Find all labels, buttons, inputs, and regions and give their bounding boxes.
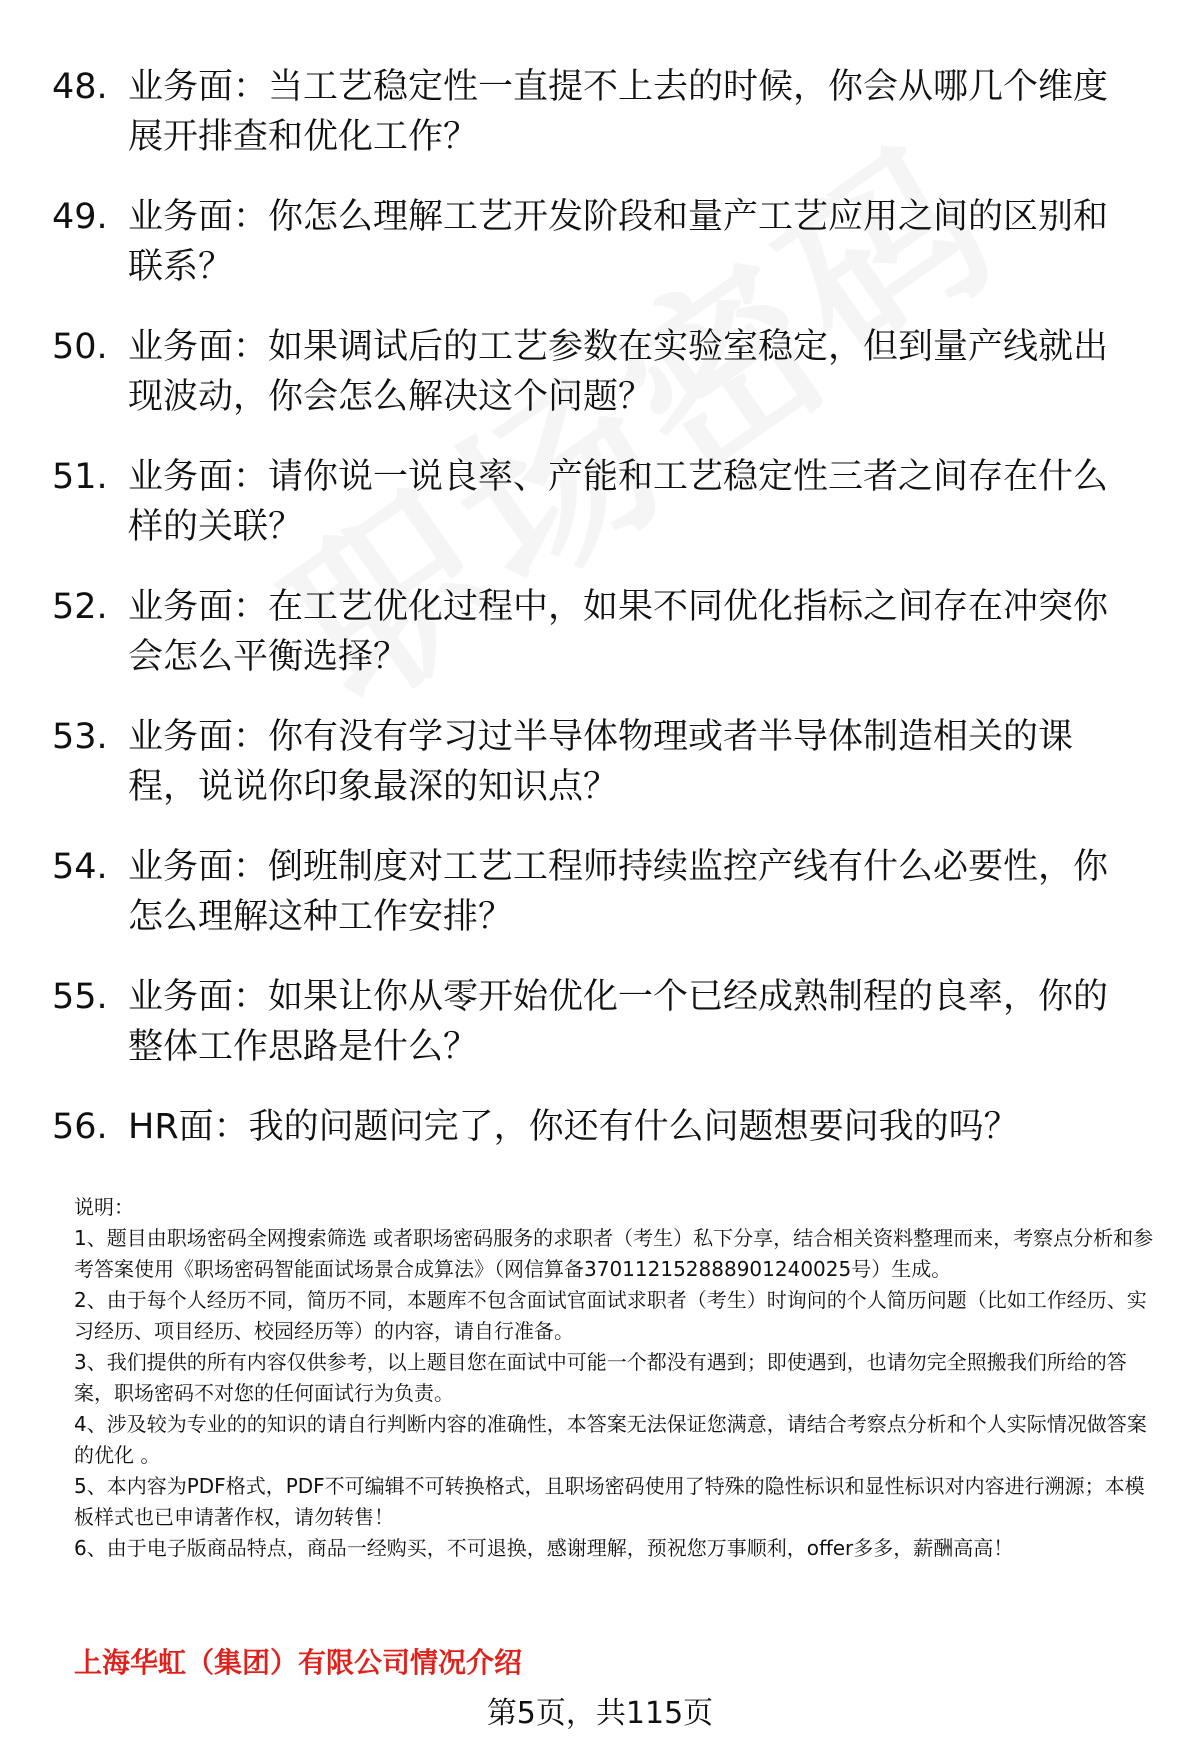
question-text: 业务面：你有没有学习过半导体物理或者半导体制造相关的课程，说说你印象最深的知识点？ — [128, 717, 1074, 807]
notes-title: 说明： — [74, 1195, 134, 1219]
question-number: 51. — [52, 457, 108, 497]
question-item — [52, 582, 1162, 682]
note-item: 3、我们提供的所有内容仅供参考，以上题目您在面试中可能一个都没有遇到；即使遇到，也请勿完全照搬我们所给的答案，职场密码不对您的任何面试行为负责。 — [74, 1350, 1127, 1405]
question-item — [52, 62, 1162, 162]
question-number: 48. — [52, 67, 108, 107]
question-number: 50. — [52, 327, 108, 367]
question-text: 业务面：如果调试后的工艺参数在实验室稳定，但到量产线就出现波动，你会怎么解决这个问题？ — [128, 327, 1109, 417]
question-number: 49. — [52, 197, 108, 237]
question-number: 53. — [52, 717, 108, 757]
question-text: 业务面：在工艺优化过程中，如果不同优化指标之间存在冲突你会怎么平衡选择？ — [128, 587, 1109, 677]
question-list — [52, 62, 1162, 1182]
question-text: 业务面：当工艺稳定性一直提不上去的时候，你会从哪几个维度展开排查和优化工作？ — [128, 67, 1109, 157]
question-item — [52, 452, 1162, 552]
page-indicator: 第5页，共115页 — [486, 1696, 714, 1731]
question-item — [52, 972, 1162, 1072]
question-item — [52, 322, 1162, 422]
question-number: 55. — [52, 977, 108, 1017]
question-number: 54. — [52, 847, 108, 887]
question-number: 52. — [52, 587, 108, 627]
question-item — [52, 192, 1162, 292]
notes-section — [74, 1192, 1160, 1564]
note-item: 4、涉及较为专业的的知识的请自行判断内容的准确性，本答案无法保证您满意，请结合考察点分析和个人实际情况做答案的优化 。 — [74, 1412, 1147, 1467]
company-heading: 上海华虹（集团）有限公司情况介绍 — [74, 1646, 523, 1679]
note-item: 5、本内容为PDF格式，PDF不可编辑不可转换格式，且职场密码使用了特殊的隐性标识和显性标识对内容进行溯源；本模板样式也已申请著作权，请勿转售！ — [74, 1474, 1145, 1529]
question-text: 业务面：你怎么理解工艺开发阶段和量产工艺应用之间的区别和联系？ — [128, 197, 1109, 287]
question-text: 业务面：倒班制度对工艺工程师持续监控产线有什么必要性，你怎么理解这种工作安排？ — [128, 847, 1109, 937]
note-item: 6、由于电子版商品特点，商品一经购买，不可退换，感谢理解，预祝您万事顺利，offer多多，薪酬高高！ — [74, 1536, 1014, 1560]
question-item — [52, 712, 1162, 812]
question-text: 业务面：请你说一说良率、产能和工艺稳定性三者之间存在什么样的关联？ — [128, 457, 1109, 547]
question-number: 56. — [52, 1107, 108, 1147]
question-text: HR面：我的问题问完了，你还有什么问题想要问我的吗？ — [128, 1107, 1019, 1147]
note-item: 2、由于每个人经历不同，简历不同，本题库不包含面试官面试求职者（考生）时询问的个人简历问题（比如工作经历、实习经历、项目经历、校园经历等）的内容，请自行准备。 — [74, 1288, 1147, 1343]
question-text: 业务面：如果让你从零开始优化一个已经成熟制程的良率，你的整体工作思路是什么？ — [128, 977, 1109, 1067]
note-item: 1、题目由职场密码全网搜索筛选 或者职场密码服务的求职者（考生）私下分享，结合相关资料整理而来，考察点分析和参考答案使用《职场密码智能面试场景合成算法》（网信算备370112152888901240025号）生成。 — [74, 1226, 1154, 1281]
question-item — [52, 842, 1162, 942]
question-item — [52, 1102, 1162, 1152]
